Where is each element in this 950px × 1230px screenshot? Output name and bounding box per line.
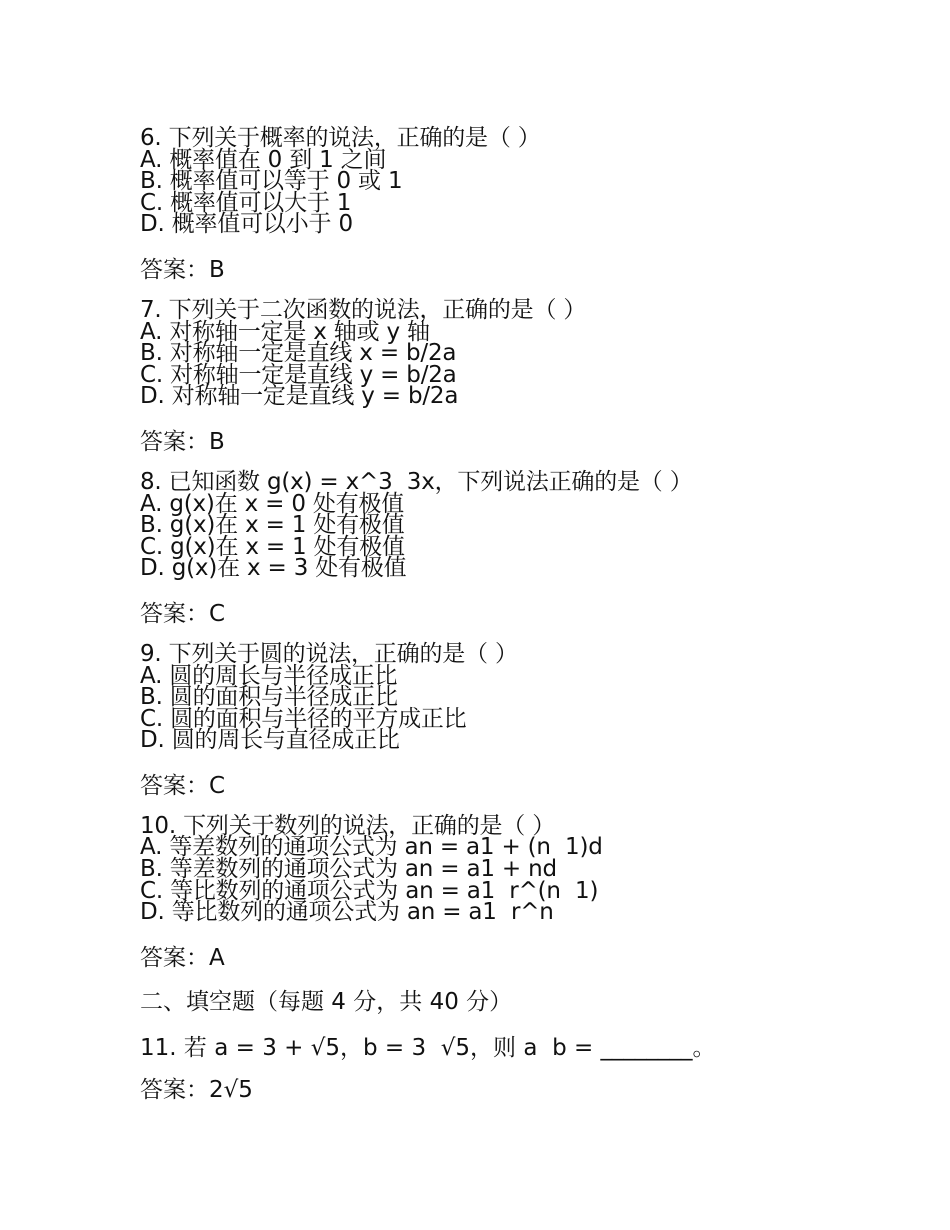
option-a: A. g(x)在 x = 0 处有极值 [140,490,405,517]
answer: 答案：C [140,772,226,799]
answer: 答案：2√5 [140,1076,253,1103]
option-c: C. 等比数列的通项公式为 an = a1 r^(n 1) [140,877,599,904]
option-b: B. 等差数列的通项公式为 an = a1 + nd [140,856,557,883]
answer: 答案：B [140,256,225,283]
question-9 [140,640,900,800]
option-c: C. 圆的面积与半径的平方成正比 [140,705,467,732]
option-b: B. 概率值可以等于 0 或 1 [140,168,403,195]
option-d: D. 圆的周长与直径成正比 [140,727,400,754]
section-heading: 二、填空题（每题 4 分，共 40 分） [140,988,513,1015]
option-d: D. g(x)在 x = 3 处有极值 [140,555,407,582]
question-stem: 8. 已知函数 g(x) = x^3 3x，下列说法正确的是（ ） [140,468,693,495]
question-8 [140,468,900,628]
option-b: B. 对称轴一定是直线 x = b/2a [140,340,457,367]
option-a: A. 等差数列的通项公式为 an = a1 + (n 1)d [140,834,603,861]
question-stem: 9. 下列关于圆的说法，正确的是（ ） [140,640,518,667]
answer: 答案：C [140,600,226,627]
option-c: C. 对称轴一定是直线 y = b/2a [140,361,457,388]
option-b: B. g(x)在 x = 1 处有极值 [140,512,405,539]
option-a: A. 概率值在 0 到 1 之间 [140,146,387,173]
option-b: B. 圆的面积与半径成正比 [140,684,398,711]
question-stem: 6. 下列关于概率的说法，正确的是（ ） [140,125,541,151]
option-c: C. 概率值可以大于 1 [140,189,352,216]
option-d: D. 等比数列的通项公式为 an = a1 r^n [140,899,554,926]
question-7 [140,296,900,456]
option-c: C. g(x)在 x = 1 处有极值 [140,533,405,560]
option-d: D. 对称轴一定是直线 y = b/2a [140,383,459,410]
question-6 [140,125,900,284]
option-d: D. 概率值可以小于 0 [140,211,353,238]
question-10 [140,812,900,972]
question-stem: 10. 下列关于数列的说法，正确的是（ ） [140,812,555,839]
question-11: 11. 若 a = 3 + √5，b = 3 √5，则 a b = ________。 [140,1034,716,1061]
option-a: A. 圆的周长与半径成正比 [140,662,398,689]
document-content [140,125,900,1104]
answer: 答案：A [140,944,225,971]
option-a: A. 对称轴一定是 x 轴或 y 轴 [140,318,430,345]
answer: 答案：B [140,428,225,455]
question-stem: 7. 下列关于二次函数的说法，正确的是（ ） [140,296,587,323]
